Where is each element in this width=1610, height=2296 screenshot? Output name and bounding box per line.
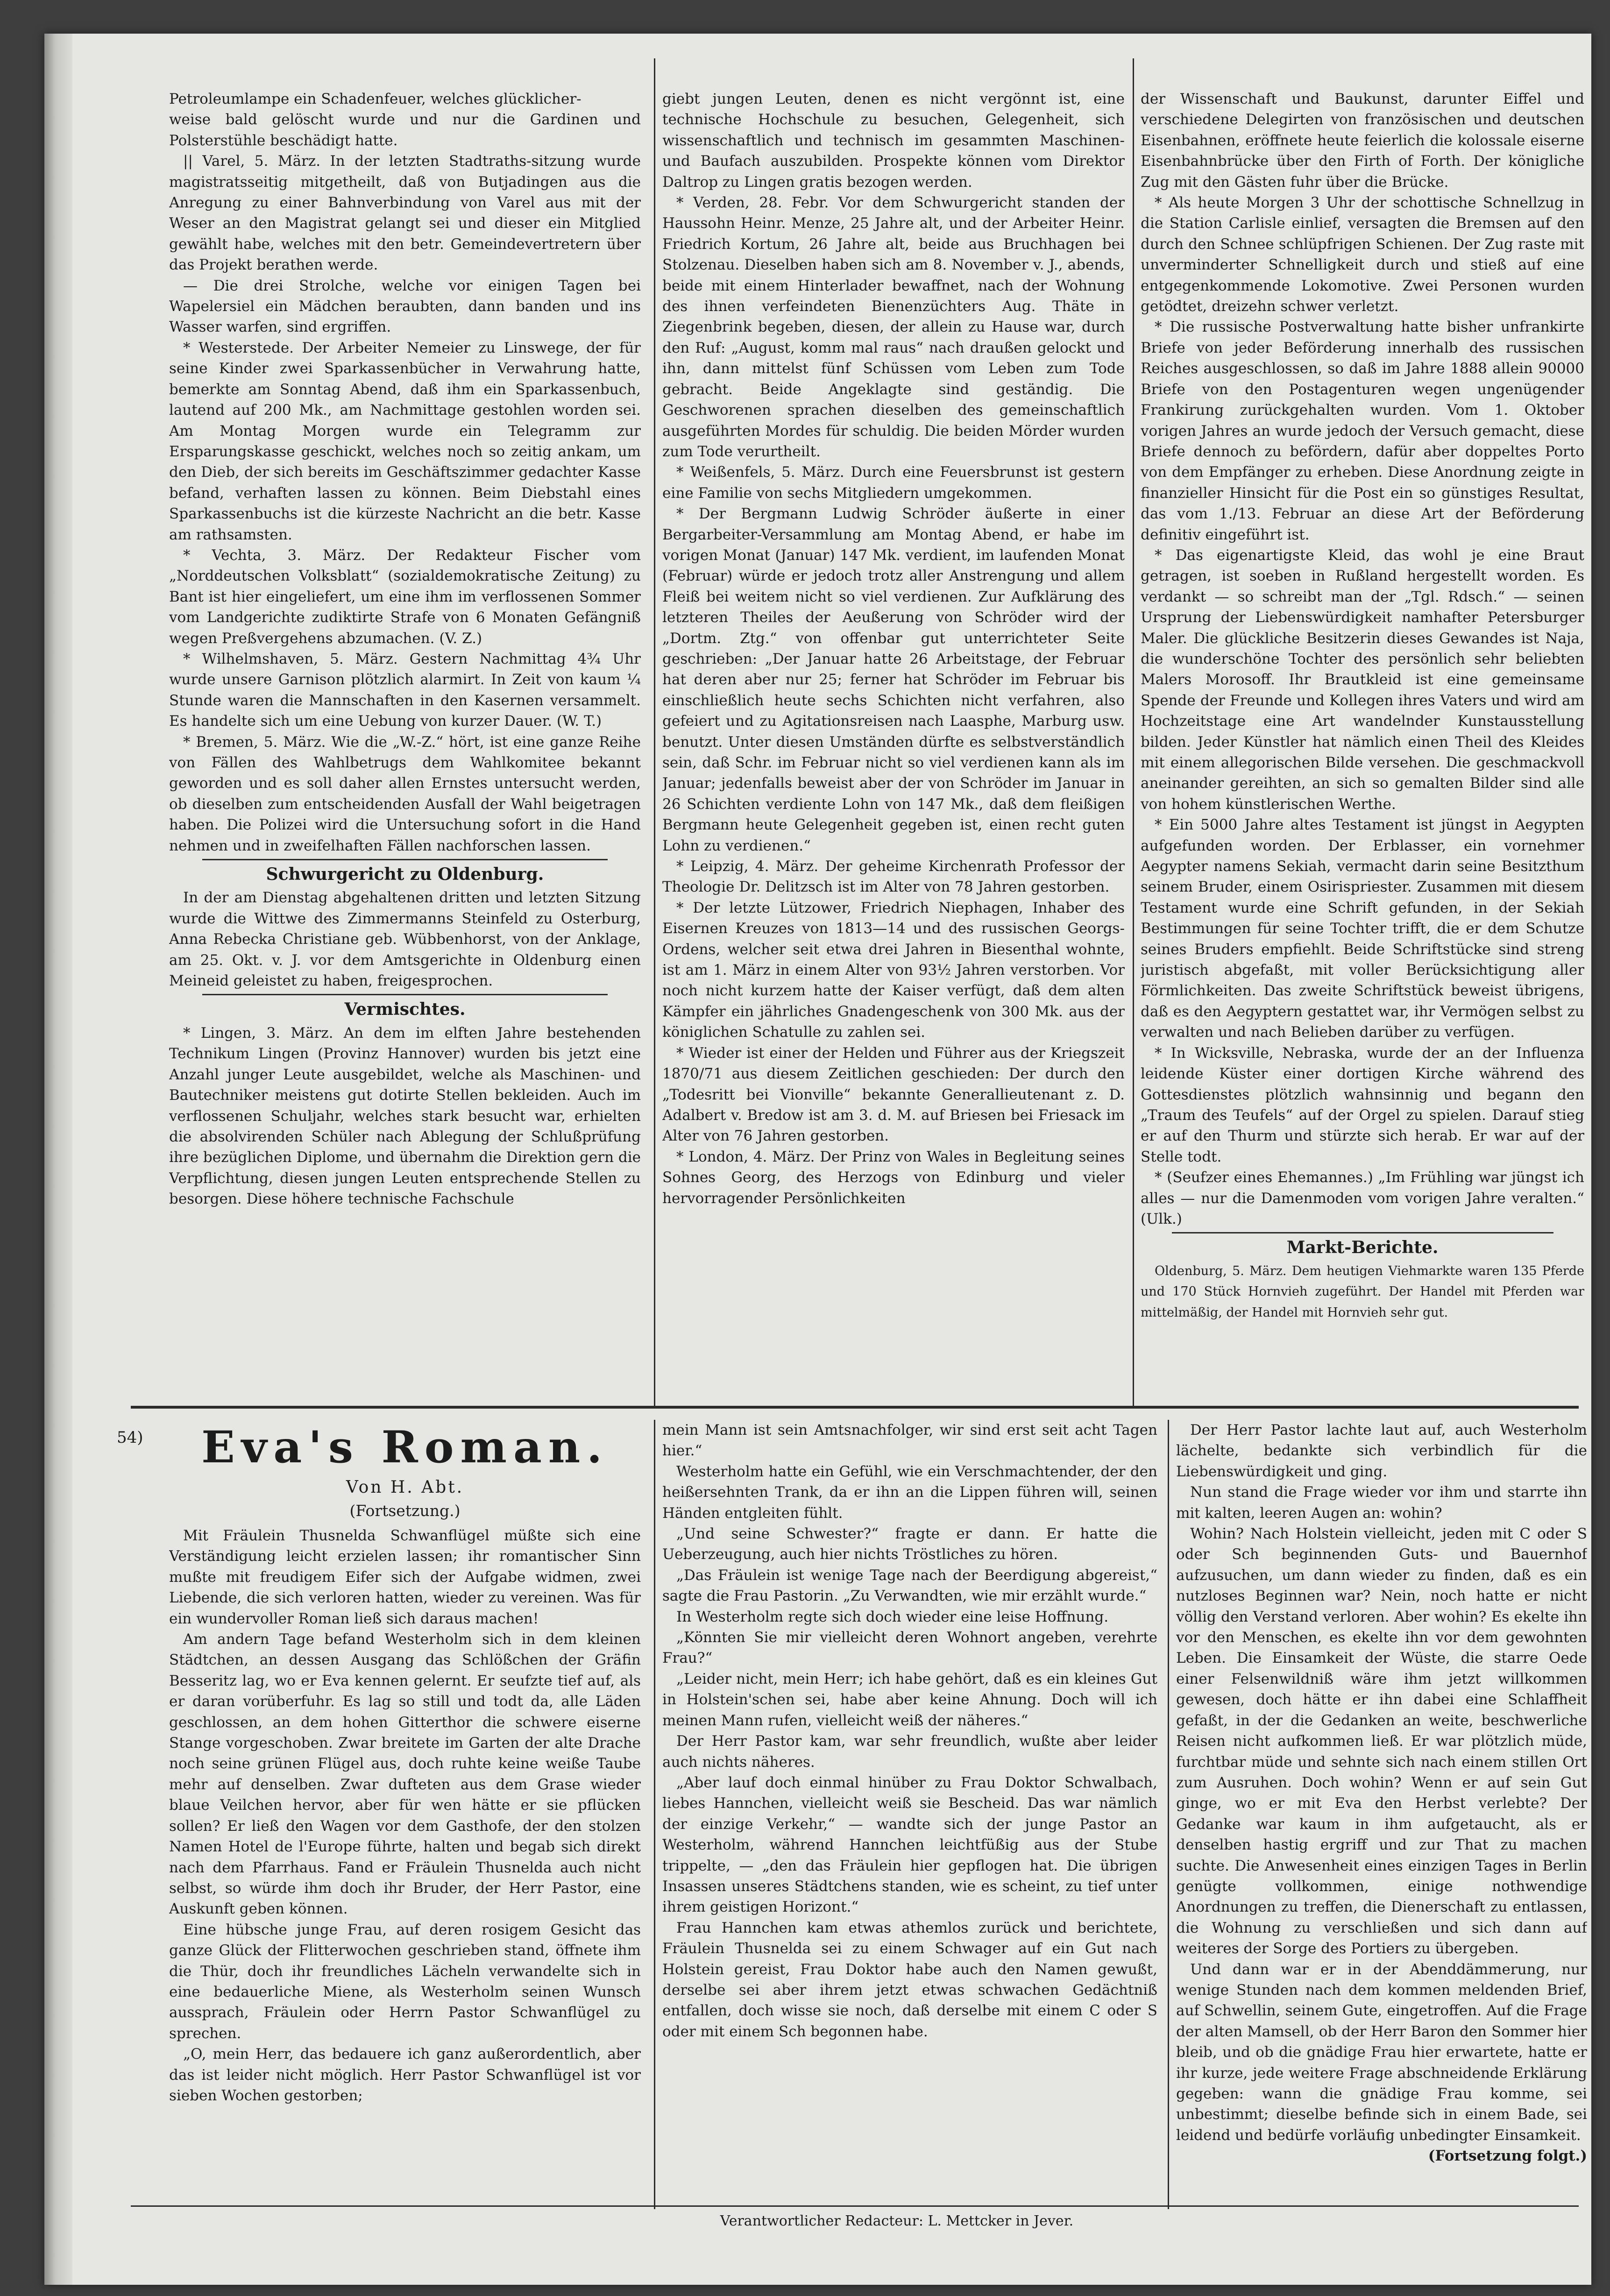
- article-paragraph: Der Herr Pastor kam, war sehr freundlich, wußte aber leider auch nichts näheres.: [662, 1733, 1157, 1771]
- article-paragraph: „Leider nicht, mein Herr; ich habe gehört, daß es ein kleines Gut in Holstein'schen sei, habe aber keine Ahnung. Doch will ich meinen Mann rufen, vielleicht weiß der näheres.“: [662, 1670, 1157, 1729]
- section-heading: Schwurgericht zu Oldenburg.: [266, 865, 544, 885]
- article-paragraph: * Verden, 28. Febr. Vor dem Schwurgericht standen der Haussohn Heinr. Menze, 25 Jahre alt, und der Arbeiter Heinr. Friedrich Kortum, 26 Jahre alt, beide aus Bruchhagen bei Stolzenau. Dieselben haben sich am 8. November v. J., abends, beide mit einem Hinterlader bewaffnet, nach der Wohnung des ihnen verfeindeten Bienenzüchters Aug. Thäte in Ziegenbrink begeben, diesen, der allein zu Hause war, durch den Ruf: „August, komm mal raus“ nach draußen gelockt und ihn, dann mittelst fünf Schüssen vom Leben zum Tode gebracht. Beide Angeklagte sind geständig. Die Geschworenen sprachen dieselben des gemeinschaftlich ausgeführten Mordes für schuldig. Die beiden Mörder wurden zum Tode verurtheilt.: [662, 194, 1125, 460]
- article-paragraph: Nun stand die Frage wieder vor ihm und starrte ihn mit kalten, leeren Augen an: wohin?: [1176, 1484, 1587, 1522]
- imprint: Verantwortlicher Redacteur: L. Mettcker in Jever.: [720, 2213, 1074, 2229]
- serial-column-2: [662, 1420, 1157, 2204]
- article-paragraph: * Vechta, 3. März. Der Redakteur Fischer vom „Norddeutschen Volksblatt“ (sozialdemokratische Zeitung) zu Bant ist hier eingeliefert, um eine ihm im verflossenen Sommer vom Landgerichte zudiktirte Strafe von 6 Monaten Gefängniß wegen Preßvergehens abzumachen. (V. Z.): [169, 546, 641, 647]
- article-paragraph: (Fortsetzung folgt.): [1428, 2147, 1587, 2165]
- article-paragraph: Westerholm hatte ein Gefühl, wie ein Verschmachtender, der den heißersehnten Trank, da er ihn an die Lippen führen will, seinen Händen entgleiten fühlt.: [662, 1463, 1157, 1522]
- article-paragraph: Wohin? Nach Holstein vielleicht, jeden mit C oder S oder Sch beginnenden Guts- und Bauernhof aufzusuchen, um dann wieder zu finden, daß es ein nutzloses Beginnen war? Nein, noch hatte er nicht völlig den Verstand verloren. Aber wohin? Es ekelte ihn vor den Menschen, es ekelte ihn vor dem gewohnten Leben. Die Einsamkeit der Wüste, die starre Oede einer Felsenwildniß wäre ihm jetzt willkommen gewesen, doch hätte er ihn dabei eine Schlaffheit gefaßt, in der die Gedanken an weite, beschwerliche Reisen nicht aufkommen ließ. Er war plötzlich müde, furchtbar müde und sehnte sich nach einem stillen Ort zum Ausruhen. Doch wohin? Wenn er auf sein Gut ginge, wo er mit Eva den Herbst verlebte? Der Gedanke war kaum in ihm aufgetaucht, als er denselben hastig ergriff und zur That zu machen suchte. Die Anwesenheit eines einzigen Tages in Berlin genügte vollkommen, einige nothwendige Anordnungen zu treffen, die Dienerschaft zu entlassen, die Wohnung zu verschließen und sich dann auf weiteres der Sorge des Portiers zu übergeben.: [1176, 1525, 1587, 1957]
- article-paragraph: * Ein 5000 Jahre altes Testament ist jüngst in Aegypten aufgefunden worden. Der Erblasser, ein vornehmer Aegypter namens Sekiah, vermacht darin seine Besitzthum seinem Bruder, einem Osirispriester. Zusammen mit diesem Testament wurde eine Schrift gefunden, in der Sekiah Bestimmungen für seine Tochter trifft, die er dem Schutze seines Bruders empfiehlt. Beide Schriftstücke sind streng juristisch abgefaßt, mit voller Berücksichtigung aller Förmlichkeiten. Das zweite Schriftstück beweist übrigens, daß es den Aegyptern gestattet war, ihr Vermögen selbst zu verwalten und nach Belieben darüber zu verfügen.: [1141, 816, 1584, 1041]
- article-paragraph: || Varel, 5. März. In der letzten Stadtraths-sitzung wurde magistratsseitig mitgetheilt, daß von Butjadingen aus die Anregung zu einer Bahnverbindung von Varel aus mit der Weser an den Magistrat gelangt sei und dieser ein Mitglied gewählt habe, welches mit den betr. Gemeindevertretern über das Projekt berathen werde.: [169, 153, 641, 274]
- article-paragraph: der Wissenschaft und Baukunst, darunter Eiffel und verschiedene Delegirten von französischen und deutschen Eisenbahnen, eröffnete heute feierlich die kolossale eiserne Eisenbahnbrücke über den Firth of Forth. Der königliche Zug mit den Gästen fuhr über die Brücke.: [1141, 91, 1584, 191]
- article-paragraph: * Der Bergmann Ludwig Schröder äußerte in einer Bergarbeiter-Versammlung am Montag Abend, er habe im vorigen Monat (Januar) 147 Mk. verdient, im laufenden Monat (Februar) würde er jedoch trotz aller Anstrengung und allem Fleiß bei weitem nicht so viel verdienen. Zur Aufklärung des letzteren Theiles der Aeußerung von Schröder wird der „Dortm. Ztg.“ von offenbar gut unterrichteter Seite geschrieben: „Der Januar hatte 26 Arbeitstage, der Februar hat deren aber nur 25; ferner hat Schröder im Februar bis einschließlich heute sechs Schichten nicht verfahren, also gefeiert und zu Agitationsreisen nach Laasphe, Marburg usw. benutzt. Unter diesen Umständen dürfte es selbstverständlich sein, daß Schr. im Februar nicht so viel verdienen kann als im Januar; jedenfalls beweist aber der von Schröder im Januar in 26 Schichten verdiente Lohn von 147 Mk., daß dem fleißigen Bergmann heute Gelegenheit gegeben ist, einen recht guten Lohn zu verdienen.“: [662, 505, 1125, 854]
- article-paragraph: — Die drei Strolche, welche vor einigen Tagen bei Wapelersiel ein Mädchen beraubten, dann banden und ins Wasser warfen, sind ergriffen.: [169, 277, 641, 336]
- article-paragraph: „Könnten Sie mir vielleicht deren Wohnort angeben, verehrte Frau?“: [662, 1629, 1157, 1667]
- upper-column-3: [1141, 89, 1584, 1399]
- serial-number: 54): [117, 1428, 143, 1447]
- column-rule: [1168, 1420, 1169, 2209]
- section-heading: Vermischtes.: [344, 999, 466, 1020]
- article-paragraph: * Wilhelmshaven, 5. März. Gestern Nachmittag 4¾ Uhr wurde unsere Garnison plötzlich alarmirt. In Zeit von kaum ¼ Stunde waren die Mannschaften in den Kasernen versammelt. Es handelte sich um eine Uebung von kurzer Dauer. (W. T.): [169, 650, 641, 730]
- column-rule: [654, 1420, 655, 2209]
- article-paragraph: * Die russische Postverwaltung hatte bisher unfrankirte Briefe von jeder Beförderung innerhalb des russischen Reiches ausgeschlossen, so daß im Jahre 1888 allein 90000 Briefe von den Postagenturen wegen ungenügender Frankirung zurückgehalten wurden. Vom 1. Oktober vorigen Jahres an wurde jedoch der Versuch gemacht, diese Briefe dennoch zu befördern, dafür aber doppeltes Porto von dem Empfänger zu erheben. Diese Anordnung zeigte in finanzieller Hinsicht für die Post ein so günstiges Resultat, das vom 1./13. Februar an diese Art der Beförderung definitiv eingeführt ist.: [1141, 319, 1584, 543]
- article-paragraph: Petroleumlampe ein Schadenfeuer, welches glücklicher-: [169, 91, 582, 107]
- column-rule: [1133, 58, 1134, 1408]
- article-paragraph: weise bald gelöscht wurde und nur die Gardinen und Polsterstühle beschädigt hatte.: [169, 111, 641, 149]
- article-paragraph: „Das Fräulein ist wenige Tage nach der Beerdigung abgereist,“ sagte die Frau Pastorin. „Zu Verwandten, wie mir erzählt wurde.“: [662, 1566, 1157, 1605]
- section-heading: Markt-Berichte.: [1286, 1238, 1439, 1258]
- article-paragraph: Und dann war er in der Abenddämmerung, nur wenige Stunden nach dem kommen meldenden Brief, auf Schwellin, seinem Gute, eingetroffen. Auf die Frage der alten Mamsell, ob der Herr Baron den Sommer hier bleib, und ob die gnädige Frau hier erwartete, hatte er ihr kurze, jede weitere Frage abschneidende Erklärung gegeben: wann die gnädige Frau komme, sei unbestimmt; dieselbe befinde sich in einem Bade, sei leidend und bedürfe vorläufig unbedingter Einsamkeit.: [1176, 1961, 1587, 2144]
- headline-rule: [1172, 1232, 1553, 1233]
- article-paragraph: mein Mann ist sein Amtsnachfolger, wir sind erst seit acht Tagen hier.“: [662, 1422, 1157, 1460]
- upper-column-2: [662, 89, 1125, 1399]
- upper-column-1: [169, 89, 641, 1399]
- article-paragraph: * Leipzig, 4. März. Der geheime Kirchenrath Professor der Theologie Dr. Delitzsch ist im Alter von 78 Jahren gestorben.: [662, 858, 1125, 896]
- article-paragraph: * Das eigenartigste Kleid, das wohl je eine Braut getragen, ist soeben in Rußland hergestellt worden. Es verdankt — so schreibt man der „Tgl. Rdsch.“ — seinen Ursprung der Liebenswürdigkeit namhafter Petersburger Maler. Die glückliche Besitzerin dieses Gewandes ist Naja, die wunderschöne Tochter des persönlich sehr beliebten Malers Morosoff. Ihr Brautkleid ist eine gemeinsame Spende der Freunde und Kollegen ihres Vaters und wird am Hochzeitstage eine Art wandelnder Kunstausstellung bilden. Jeder Künstler hat nämlich einen Theil des Kleides mit einem allegorischen Bilde versehen. Die geschmackvoll aneinander gereihten, an sich so gemalten Bilder sind alle von hohem künstlerischen Werthe.: [1141, 546, 1584, 813]
- section-rule: [131, 1406, 1579, 1409]
- serial-column-1-body: [169, 1525, 641, 2106]
- article-paragraph: „Und seine Schwester?“ fragte er dann. Er hatte die Ueberzeugung, auch hier nichts Tröstliches zu hören.: [662, 1525, 1157, 1563]
- article-paragraph: Oldenburg, 5. März. Dem heutigen Viehmarkte waren 135 Pferde und 170 Stück Hornvieh zugeführt. Der Handel mit Pferden war mittelmäßig, der Handel mit Hornvieh sehr gut.: [1141, 1263, 1584, 1320]
- article-paragraph: * Als heute Morgen 3 Uhr der schottische Schnellzug in die Station Carlisle einlief, versagten die Bremsen auf den durch den Schnee schlüpfrigen Schienen. Der Zug raste mit unverminderter Schnelligkeit durch und stieß auf eine entgegenkommende Lokomotive. Zwei Personen wurden getödtet, dreizehn schwer verletzt.: [1141, 194, 1584, 315]
- article-paragraph: * Weißenfels, 5. März. Durch eine Feuersbrunst ist gestern eine Familie von sechs Mitgliedern umgekommen.: [662, 464, 1125, 502]
- article-paragraph: * Westerstede. Der Arbeiter Nemeier zu Linswege, der für seine Kinder zwei Sparkassenbücher in Verwahrung hatte, bemerkte am Sonntag Abend, daß ihm ein Sparkassenbuch, lautend auf 200 Mk., am Nachmittage gestohlen worden sei. Am Montag Morgen wurde ein Telegramm zur Ersparungskasse geschickt, welches noch so zeitig ankam, um den Dieb, der sich bereits im Geschäftszimmer gedachter Kasse befand, verhaften lassen zu können. Beim Diebstahl eines Sparkassenbuchs ist die kürzeste Nachricht an die betr. Kasse am rathsamsten.: [169, 339, 641, 543]
- article-paragraph: * London, 4. März. Der Prinz von Wales in Begleitung seines Sohnes Georg, des Herzogs von Edinburg und vieler hervorragender Persönlichkeiten: [662, 1148, 1125, 1207]
- serial-subtitle: (Fortsetzung.): [349, 1502, 461, 1520]
- article-paragraph: „Aber lauf doch einmal hinüber zu Frau Doktor Schwalbach, liebes Hannchen, vielleicht weiß sie Bescheid. Das war nämlich der einzige Verkehr,“ — wandte sich der junge Pastor an Westerholm, während Hannchen leichtfüßig aus der Stube trippelte, — „den das Fräulein hier gepflogen hat. Die übrigen Insassen unseres Städtchens standen, wie es scheint, zu tief unter ihrem geistigen Horizont.“: [662, 1774, 1157, 1916]
- article-paragraph: * Lingen, 3. März. An dem im elften Jahre bestehenden Technikum Lingen (Provinz Hannover) wurden bis jetzt eine Anzahl junger Leute ausgebildet, welche als Maschinen- und Bautechniker meistens gut dotirte Stellen bekleiden. Auch im verflossenen Schuljahr, welches stark besucht war, erhielten die absolvirenden Schüler nach Ablegung der Schlußprüfung ihre bezüglichen Diplome, und übernahm die Direktion gern die Verpflichtung, diesen jungen Leuten entsprechende Stellen zu besorgen. Diese höhere technische Fachschule: [169, 1024, 641, 1208]
- serial-title: Eva's Roman.: [201, 1422, 609, 1473]
- article-paragraph: Am andern Tage befand Westerholm sich in dem kleinen Städtchen, an dessen Ausgang das Schlößchen der Gräfin Besseritz lag, wo er Eva kennen gelernt. Er seufzte tief auf, als er daran vorüberfuhr. Es lag so still und todt da, alle Läden geschlossen, an dem hohen Gitterthor die schwere eiserne Stange vorgeschoben. Zwar breitete im Garten der alte Drache noch seine grünen Flügel aus, doch ruhte keine weiße Taube mehr auf denselben. Zwar dufteten aus dem Grase wieder blaue Veilchen hervor, aber für wen hätte er sie pflücken sollen? Er ließ den Wagen vor dem Gasthofe, der den stolzen Namen Hotel de l'Europe führte, halten und begab sich direkt nach dem Pfarrhaus. Fand er Fräulein Thusnelda auch nicht selbst, so würde ihm doch ihr Bruder, der Herr Pastor, eine Auskunft geben können.: [169, 1631, 641, 1918]
- binding-edge: [44, 34, 72, 2285]
- article-paragraph: * In Wicksville, Nebraska, wurde der an der Influenza leidende Küster einer dortigen Kirche während des Gottesdienstes plötzlich wahnsinnig und begann den „Traum des Teufels“ auf der Orgel zu spielen. Darauf stieg er auf den Thurm und stürzte sich herab. Er war auf der Stelle todt.: [1141, 1044, 1584, 1165]
- article-paragraph: giebt jungen Leuten, denen es nicht vergönnt ist, eine technische Hochschule zu besuchen, Gelegenheit, sich wissenschaftlich und technisch im gesammten Maschinen- und Baufach auszubilden. Prospekte können vom Direktor Daltrop zu Lingen gratis bezogen werden.: [662, 91, 1125, 191]
- article-paragraph: „O, mein Herr, das bedauere ich ganz außerordentlich, aber das ist leider nicht möglich. Herr Pastor Schwanflügel ist vor sieben Wochen gestorben;: [169, 2046, 641, 2104]
- serial-column-1: [169, 1420, 641, 2204]
- article-paragraph: Frau Hannchen kam etwas athemlos zurück und berichtete, Fräulein Thusnelda sei zu einem Schwager auf ein Gut nach Holstein gereist, Frau Doktor habe auch den Namen gewußt, derselbe sei aber ihrem jetzt etwas schwachen Gedächtniß entfallen, doch wisse sie noch, daß derselbe mit einem C oder S oder mit einem Sch begonnen habe.: [662, 1919, 1157, 2040]
- article-paragraph: In Westerholm regte sich doch wieder eine leise Hoffnung.: [676, 1608, 1109, 1625]
- section-rule: [131, 2205, 1579, 2207]
- article-paragraph: Eine hübsche junge Frau, auf deren rosigem Gesicht das ganze Glück der Flitterwochen geschrieben stand, öffnete ihm die Thür, doch ihr freundliches Lächeln verwandelte sich in eine bedauerliche Miene, als Westerholm seinen Wunsch aussprach, Fräulein oder Herrn Pastor Schwanflügel zu sprechen.: [169, 1921, 641, 2042]
- column-rule: [654, 58, 655, 1408]
- article-paragraph: Der Herr Pastor lachte laut auf, auch Westerholm lächelte, bedankte sich verbindlich für die Liebenswürdigkeit und ging.: [1176, 1422, 1587, 1480]
- article-paragraph: * Bremen, 5. März. Wie die „W.-Z.“ hört, ist eine ganze Reihe von Fällen des Wahlbetrugs dem Wahlkomitee bekannt geworden und es soll daher allen Ernstes untersucht werden, ob dieselben zum entscheidenden Ausfall der Wahl beigetragen haben. Die Polizei wird die Untersuchung sofort in die Hand nehmen und in zweifelhaften Fällen nachforschen lassen.: [169, 733, 641, 854]
- article-paragraph: * Der letzte Lützower, Friedrich Niephagen, Inhaber des Eisernen Kreuzes von 1813—14 und des russischen Georgs-Ordens, welcher seit etwa drei Jahren in Biesenthal wohnte, ist am 1. März in einem Alter von 93½ Jahren verstorben. Vor noch nicht kurzem hatte der Kaiser verfügt, daß dem alten Kämpfer ein jährliches Gnadengeschenk von 300 Mk. aus der königlichen Schatulle zu zahlen sei.: [662, 899, 1125, 1041]
- serial-author: Von H. Abt.: [346, 1478, 464, 1497]
- headline-rule: [202, 994, 608, 995]
- article-paragraph: * Wieder ist einer der Helden und Führer aus der Kriegszeit 1870/71 aus diesem Zeitlichen geschieden: Der durch den „Todesritt bei Vionville“ bekannte Generallieutenant z. D. Adalbert v. Bredow ist am 3. d. M. auf Briesen bei Friesack im Alter von 76 Jahren gestorben.: [662, 1044, 1125, 1145]
- article-paragraph: * (Seufzer eines Ehemannes.) „Im Frühling war jüngst ich alles — nur die Damenmoden vom vorigen Jahre veralten.“ (Ulk.): [1141, 1169, 1584, 1227]
- article-paragraph: Mit Fräulein Thusnelda Schwanflügel müßte sich eine Verständigung leicht erzielen lassen; ihr romantischer Sinn mußte mit freudigem Eifer sich der Aufgabe widmen, zwei Liebende, die sich verloren hatten, wieder zu vereinen. Was für ein wundervoller Roman ließ sich daraus machen!: [169, 1527, 641, 1627]
- headline-rule: [202, 859, 608, 860]
- article-paragraph: In der am Dienstag abgehaltenen dritten und letzten Sitzung wurde die Wittwe des Zimmermanns Steinfeld zu Osterburg, Anna Rebecka Christiane geb. Wübbenhorst, von der Anklage, am 25. Okt. v. J. vor dem Amtsgerichte in Oldenburg einen Meineid geleistet zu haben, freigesprochen.: [169, 889, 641, 990]
- serial-column-3: [1176, 1420, 1587, 2204]
